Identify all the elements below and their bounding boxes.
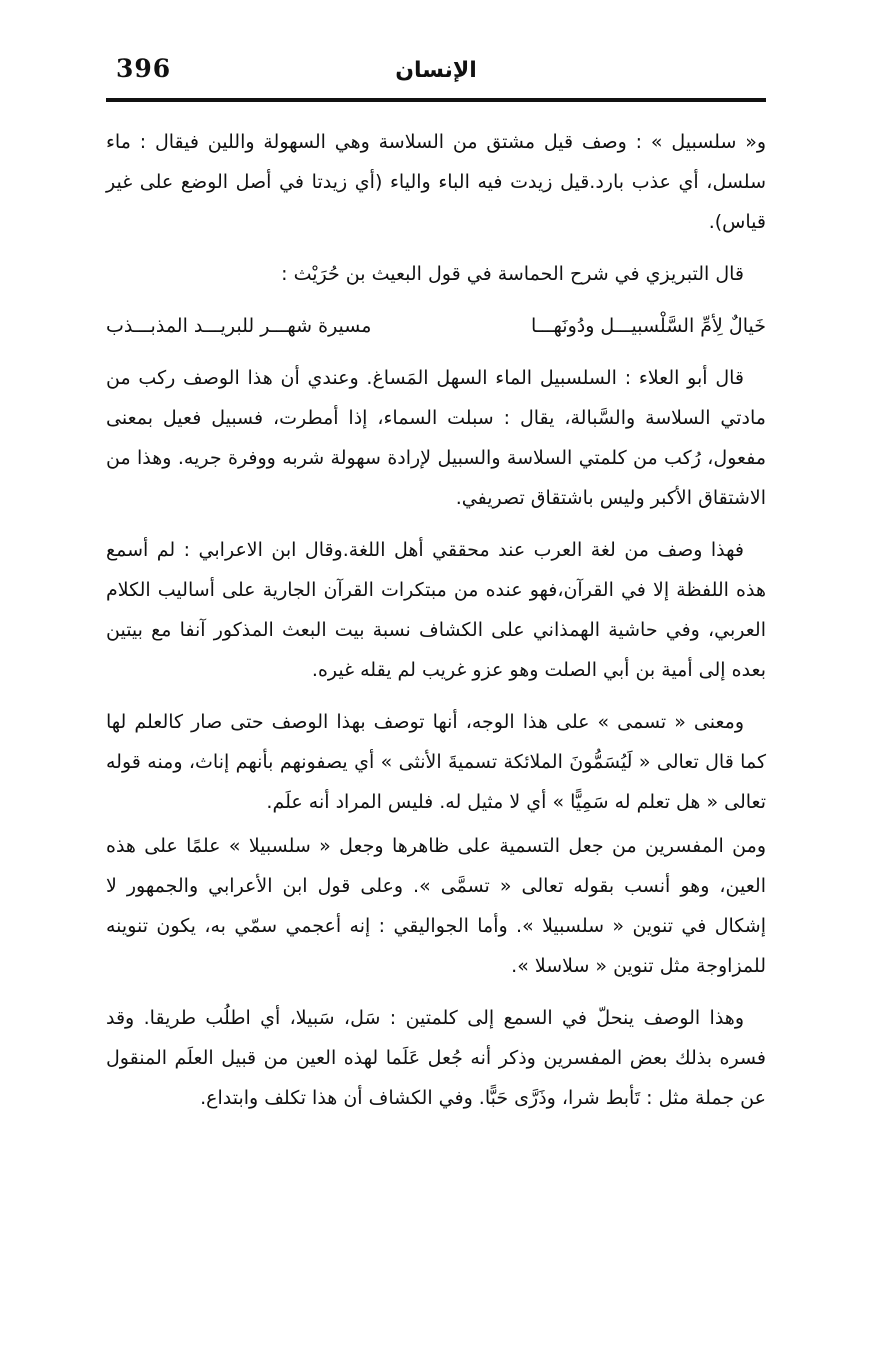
paragraph-mufassirin: ومن المفسرين من جعل التسمية على ظاهرها وجعل « سلسبيلا » علمًا على هذه العين، وهو أنسب بقوله تعالى « تسمَّى ». وعلى قول ابن الأعرابي والجمهور لا إشكال في تنوين « سلسبيلا ». وأما الجواليقي : إنه أعجمي سمّي به، يكون تنوينه للمزاوجة مثل تنوين « سلاسلا ».: [106, 835, 766, 977]
paragraph-ibn-alarabi: فهذا وصف من لغة العرب عند محققي أهل اللغة.وقال ابن الاعرابي : لم أسمع هذه اللفظة إلا في القرآن،فهو عنده من مبتكرات القرآن الجارية على أساليب الكلام العربي، وفي حاشية الهمذاني على الكشاف نسبة بيت البعث المذكور آنفا مع بيتين بعده إلى أمية بن أبي الصلت وهو عزو غريب لم يقله غيره.: [106, 539, 766, 681]
page-number: 396: [116, 54, 172, 83]
paragraph-tabrizi-intro: قال التبريزي في شرح الحماسة في قول البعيث بن حُرَيْث :: [281, 263, 744, 285]
running-title: الإنسان: [395, 58, 477, 83]
page-header: [106, 52, 766, 98]
poetry-verse: [106, 306, 766, 346]
paragraph-abu-alala: قال أبو العلاء : السلسبيل الماء السهل المَساغ. وعندي أن هذا الوصف ركب من مادتي السلاسة والسَّبالة، يقال : سبلت السماء، إذا أمطرت، فسبيل فعيل بمعنى مفعول، رُكب من كلمتي السلاسة والسبيل لإرادة سهولة شربه ووفرة جريه. وهذا من الاشتقاق الأكبر وليس باشتقاق تصريفي.: [106, 367, 766, 509]
verse-first-hemistich: خَيالٌ لِأمِّ السَّلْسبيـــل ودُونَهـــا: [531, 315, 766, 337]
paragraph-tusamma-meaning: ومعنى « تسمى » على هذا الوجه، أنها توصف بهذا الوصف حتى صار كالعلم لها كما قال تعالى « لَيُسَمُّونَ الملائكة تسميةَ الأنثى » أي يصفونهم بأنهم إناث، ومنه قوله تعالى « هل تعلم له سَمِيًّا » أي لا مثيل له. فليس المراد أنه علَم.: [106, 711, 766, 813]
verse-second-hemistich: مسيرة شهـــر للبريـــد المذبـــذب: [106, 315, 372, 337]
paragraph-sal-sabila: وهذا الوصف ينحلّ في السمع إلى كلمتين : سَل، سَبيلا، أي اطلُب طريقا. وقد فسره بذلك بعض المفسرين وذكر أنه جُعل عَلَما لهذه العين من قبيل العلَم المنقول عن جملة مثل : تَأبط شرا، وذَرَّى حَبًّا. وفي الكشاف أن هذا تكلف وابتداع.: [106, 1007, 766, 1109]
paragraph-salsabil-definition: و« سلسبيل » : وصف قيل مشتق من السلاسة وهي السهولة واللين فيقال : ماء سلسل، أي عذب بارد.قيل زيدت فيه الباء والياء (أي زيدتا في أصل الوضع على غير قياس).: [106, 131, 766, 233]
main-text: [106, 122, 766, 1130]
header-rule: [106, 98, 766, 102]
